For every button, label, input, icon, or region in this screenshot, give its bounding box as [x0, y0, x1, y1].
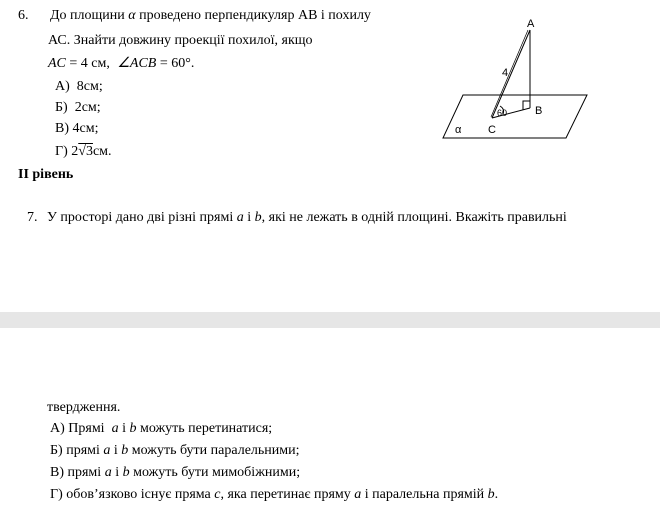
q7-text-post: , які не лежать в одній площині. Вкажіть правильні: [261, 210, 567, 225]
q7-opt-d-end: .: [494, 487, 499, 502]
q7-opt-b-post: можуть бути паралельними;: [131, 443, 300, 458]
q6-alpha-symbol: α: [128, 8, 136, 23]
q7-option-b: [50, 443, 300, 459]
q7-opt-d-pre: Г) обов’язково існує пряма: [50, 487, 211, 502]
q6-cond-end: .: [190, 56, 195, 71]
q7-opt-d-mid: , яка перетинає пряму: [220, 487, 351, 502]
q7-option-c: [50, 465, 300, 481]
q6-line1-part-b: проведено перпендикуляр АВ і похилу: [139, 8, 371, 23]
q7-opt-c-b: b: [122, 465, 130, 480]
q7-opt-c-post: можуть бути мимобіжними;: [133, 465, 301, 480]
q7-opt-b-i: і: [113, 443, 118, 458]
q7-opt-d-a: a: [354, 487, 362, 502]
page-separator: [0, 312, 660, 328]
q6-option-a-label: А): [55, 79, 70, 94]
q7-opt-a-i: і: [122, 421, 126, 436]
q7-line-a: a: [236, 210, 244, 225]
q6-option-c-label: В): [55, 121, 69, 136]
q7-number: 7.: [27, 210, 38, 225]
q7-option-a: [50, 421, 272, 437]
q7-opt-b-pre: Б) прямі: [50, 443, 100, 458]
q6-cond-ac: AC: [48, 56, 66, 71]
q7-opt-a-pre: А) Прямі: [50, 421, 105, 436]
document-page-bottom: [0, 328, 660, 513]
q7-opt-a-post: можуть перетинатися;: [139, 421, 273, 436]
q6-option-c-text: 4см;: [72, 121, 99, 136]
plane-alpha: [443, 95, 587, 138]
q6-option-d-text: см.: [92, 144, 112, 159]
q7-text: [47, 210, 567, 226]
q6-line1-part-a: До площини: [50, 8, 125, 23]
q7-text-pre: У просторі дано дві різні прямі: [47, 210, 234, 225]
label-plane: α: [455, 124, 462, 136]
q6-option-a-text: 8см;: [76, 79, 103, 94]
q6-number: 6.: [18, 8, 29, 23]
q7-opt-a-b: b: [129, 421, 137, 436]
q7-opt-b-a: a: [103, 443, 111, 458]
q6-cond-angle: ∠ACB: [117, 56, 157, 71]
q7-opt-c-pre: В) прямі: [50, 465, 102, 480]
label-point-b: B: [535, 105, 543, 117]
q7-opt-c-i: і: [115, 465, 120, 480]
label-angle: 60: [497, 108, 508, 118]
q7-option-d: [50, 487, 498, 503]
q7-line-b: b: [254, 210, 262, 225]
q6-option-b-label: Б): [55, 100, 68, 115]
q6-option-d-root: √3: [78, 144, 93, 159]
q6-line2: АС. Знайти довжину проекції похилої, якщо: [48, 33, 313, 48]
q7-conj: і: [247, 210, 252, 225]
q6-option-d-label: Г): [55, 144, 68, 159]
q7-opt-d-i: і паралельна прямій: [364, 487, 485, 502]
q6-cond-angle-value: = 60°: [159, 56, 191, 71]
segment-ac-2: [491, 30, 528, 117]
q7-opt-a-a: a: [111, 421, 119, 436]
q7-continuation: твердження.: [47, 400, 121, 415]
segment-ac: [492, 30, 530, 118]
q6-option-d-coef: 2: [71, 144, 79, 159]
label-point-c: C: [488, 124, 496, 136]
label-length: 4: [502, 67, 509, 79]
label-point-a: A: [527, 18, 535, 30]
q7-opt-d-c: c: [214, 487, 221, 502]
q6-option-b-text: 2см;: [74, 100, 101, 115]
q7-opt-d-b: b: [487, 487, 495, 502]
q7-opt-c-a: a: [104, 465, 112, 480]
q6-cond-ac-value: = 4 см,: [69, 56, 110, 71]
q7-opt-b-b: b: [121, 443, 129, 458]
level-heading: ІІ рівень: [18, 167, 74, 182]
